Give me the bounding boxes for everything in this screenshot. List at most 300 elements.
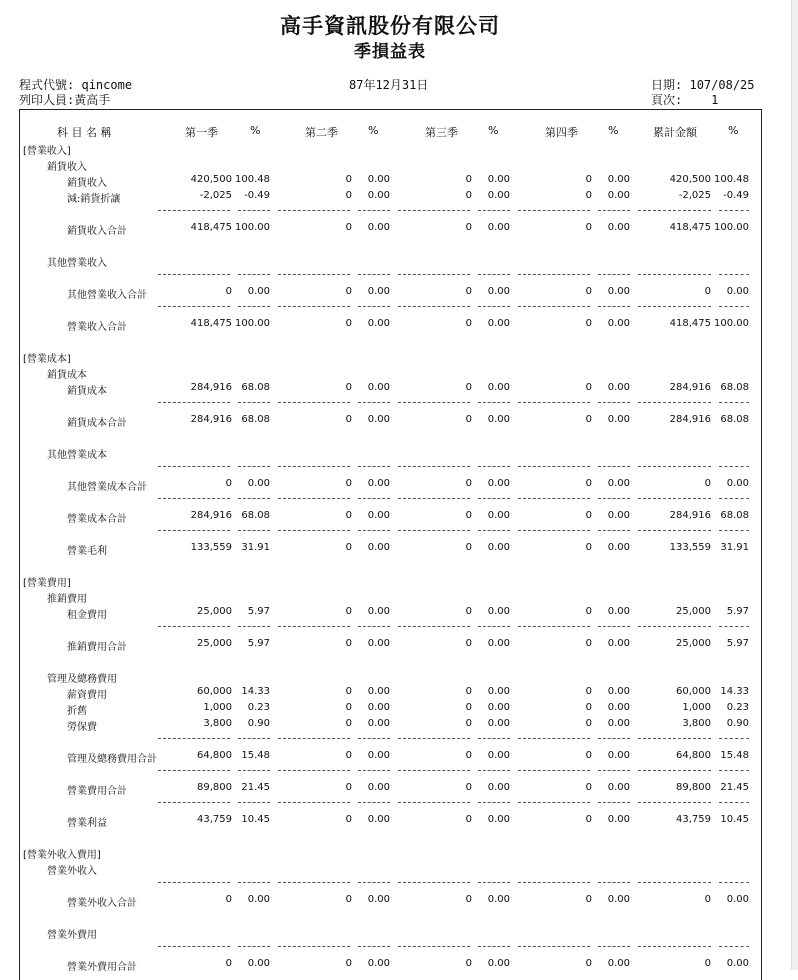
amount-cell: 0 <box>704 958 711 969</box>
dash-separator <box>598 626 630 627</box>
percent-cell: 0.00 <box>607 478 630 489</box>
dash-separator <box>478 274 510 275</box>
program-label: 程式代號: <box>19 78 75 92</box>
amount-cell: 0 <box>465 510 472 521</box>
percent-cell: 0.00 <box>487 286 510 297</box>
dash-separator <box>518 738 590 739</box>
percent-cell: 100.00 <box>235 318 270 329</box>
amount-cell: 0 <box>465 750 472 761</box>
dash-separator <box>358 882 390 883</box>
amount-cell: 3,800 <box>203 718 232 729</box>
percent-cell: 0.00 <box>607 958 630 969</box>
dash-separator <box>598 882 630 883</box>
percent-cell: 0.00 <box>367 782 390 793</box>
account-label: 租金費用 <box>67 610 107 621</box>
amount-cell: 284,916 <box>190 510 232 521</box>
percent-cell: 21.45 <box>720 782 749 793</box>
percent-cell: 0.00 <box>607 894 630 905</box>
percent-cell: 0.00 <box>487 686 510 697</box>
amount-cell: 0 <box>585 894 592 905</box>
dash-separator <box>719 274 749 275</box>
dash-separator <box>398 274 470 275</box>
amount-cell: 0 <box>465 782 472 793</box>
percent-cell: 0.00 <box>247 958 270 969</box>
dash-separator <box>598 210 630 211</box>
dash-separator <box>598 402 630 403</box>
section-heading: [營業成本] <box>23 354 71 365</box>
dash-separator <box>158 802 230 803</box>
page-label: 頁次: <box>651 93 683 107</box>
percent-cell: 5.97 <box>726 638 749 649</box>
percent-cell: 0.00 <box>607 190 630 201</box>
dash-separator <box>238 466 270 467</box>
dash-separator <box>238 498 270 499</box>
dash-separator <box>398 738 470 739</box>
amount-cell: 0 <box>465 318 472 329</box>
amount-cell: 0 <box>345 542 352 553</box>
dash-separator <box>478 210 510 211</box>
amount-cell: 25,000 <box>676 606 711 617</box>
amount-cell: 284,916 <box>669 510 711 521</box>
dash-separator <box>238 802 270 803</box>
amount-cell: 0 <box>465 174 472 185</box>
date-value: 107/08/25 <box>689 78 755 92</box>
dash-separator <box>358 530 390 531</box>
percent-cell: 0.00 <box>367 542 390 553</box>
date-label: 日期: <box>651 78 683 92</box>
amount-cell: 25,000 <box>197 638 232 649</box>
amount-cell: 0 <box>585 782 592 793</box>
dash-separator <box>278 210 350 211</box>
dash-separator <box>398 946 470 947</box>
dash-separator <box>238 306 270 307</box>
amount-cell: 0 <box>345 478 352 489</box>
dash-separator <box>598 802 630 803</box>
amount-cell: 0 <box>345 686 352 697</box>
col-q1: 第一季 <box>185 126 218 139</box>
percent-cell: 0.90 <box>726 718 749 729</box>
dash-separator <box>598 306 630 307</box>
amount-cell: 0 <box>585 222 592 233</box>
amount-cell: 0 <box>585 606 592 617</box>
dash-separator <box>238 738 270 739</box>
dash-separator <box>398 530 470 531</box>
dash-separator <box>719 626 749 627</box>
dash-separator <box>638 210 711 211</box>
dash-separator <box>358 210 390 211</box>
company-name: 高手資訊股份有限公司 <box>280 13 500 38</box>
percent-cell: 0.00 <box>487 750 510 761</box>
account-label: 管理及總務費用合計 <box>67 754 157 765</box>
amount-cell: 0 <box>585 814 592 825</box>
percent-cell: 0.00 <box>367 510 390 521</box>
dash-separator <box>238 530 270 531</box>
dash-separator <box>638 530 711 531</box>
amount-cell: 0 <box>345 718 352 729</box>
dash-separator <box>719 466 749 467</box>
dash-separator <box>478 882 510 883</box>
percent-cell: 0.00 <box>487 222 510 233</box>
amount-cell: 0 <box>465 286 472 297</box>
dash-separator <box>278 802 350 803</box>
dash-separator <box>478 402 510 403</box>
amount-cell: 43,759 <box>197 814 232 825</box>
dash-separator <box>638 306 711 307</box>
dash-separator <box>719 402 749 403</box>
amount-cell: 0 <box>465 718 472 729</box>
dash-separator <box>158 626 230 627</box>
program-code: qincome <box>81 78 133 92</box>
group-heading: 銷貨收入 <box>47 162 87 173</box>
amount-cell: 0 <box>465 414 472 425</box>
amount-cell: 0 <box>345 222 352 233</box>
percent-cell: 100.48 <box>235 174 270 185</box>
section-heading: [營業收入] <box>23 146 71 157</box>
account-label: 營業毛利 <box>67 546 107 557</box>
percent-cell: 0.00 <box>367 190 390 201</box>
percent-cell: 0.00 <box>367 894 390 905</box>
dash-separator <box>518 802 590 803</box>
percent-cell: 68.08 <box>720 414 749 425</box>
percent-cell: 21.45 <box>241 782 270 793</box>
amount-cell: 0 <box>585 686 592 697</box>
amount-cell: 0 <box>345 782 352 793</box>
amount-cell: 0 <box>225 894 232 905</box>
col-q1-pct: % <box>250 124 261 137</box>
amount-cell: 0 <box>225 958 232 969</box>
percent-cell: 0.00 <box>487 814 510 825</box>
dash-separator <box>238 882 270 883</box>
dash-separator <box>518 946 590 947</box>
percent-cell: 0.00 <box>367 478 390 489</box>
dash-separator <box>478 802 510 803</box>
percent-cell: 0.00 <box>487 542 510 553</box>
col-q2: 第二季 <box>305 126 338 139</box>
percent-cell: 68.08 <box>241 414 270 425</box>
amount-cell: 0 <box>585 382 592 393</box>
dash-separator <box>598 466 630 467</box>
dash-separator <box>598 274 630 275</box>
dash-separator <box>638 466 711 467</box>
amount-cell: -2,025 <box>199 190 232 201</box>
col-q2-pct: % <box>368 124 379 137</box>
dash-separator <box>158 882 230 883</box>
dash-separator <box>398 882 470 883</box>
amount-cell: 60,000 <box>676 686 711 697</box>
dash-separator <box>719 306 749 307</box>
amount-cell: 0 <box>345 894 352 905</box>
account-label: 推銷費用合計 <box>67 642 127 653</box>
percent-cell: 10.45 <box>241 814 270 825</box>
amount-cell: 0 <box>585 638 592 649</box>
percent-cell: 0.00 <box>607 318 630 329</box>
percent-cell: 0.00 <box>367 382 390 393</box>
percent-cell: 0.00 <box>487 382 510 393</box>
dash-separator <box>358 802 390 803</box>
percent-cell: 68.08 <box>241 510 270 521</box>
amount-cell: 0 <box>704 286 711 297</box>
dash-separator <box>358 498 390 499</box>
dash-separator <box>719 802 749 803</box>
percent-cell: 0.00 <box>487 478 510 489</box>
col-q4: 第四季 <box>545 126 578 139</box>
amount-cell: 0 <box>465 382 472 393</box>
percent-cell: 100.48 <box>714 174 749 185</box>
amount-cell: 0 <box>465 542 472 553</box>
percent-cell: 15.48 <box>720 750 749 761</box>
dash-separator <box>478 626 510 627</box>
amount-cell: 0 <box>465 894 472 905</box>
dash-separator <box>719 738 749 739</box>
dash-separator <box>158 770 230 771</box>
section-heading: [營業費用] <box>23 578 71 589</box>
amount-cell: 418,475 <box>190 318 232 329</box>
percent-cell: 0.00 <box>487 638 510 649</box>
page-value: 1 <box>711 93 719 107</box>
vertical-scrollbar[interactable] <box>791 0 798 970</box>
percent-cell: 0.00 <box>487 958 510 969</box>
percent-cell: 0.00 <box>607 174 630 185</box>
amount-cell: 0 <box>585 190 592 201</box>
amount-cell: 0 <box>345 190 352 201</box>
percent-cell: 0.00 <box>487 190 510 201</box>
percent-cell: 0.00 <box>487 702 510 713</box>
percent-cell: 68.08 <box>720 510 749 521</box>
amount-cell: 418,475 <box>190 222 232 233</box>
percent-cell: 68.08 <box>241 382 270 393</box>
col-total: 累計金額 <box>653 126 697 139</box>
section-heading: [營業外收入費用] <box>23 850 101 861</box>
account-label: 銷貨成本合計 <box>67 418 127 429</box>
printer-label: 列印人員: <box>19 93 75 107</box>
col-q4-pct: % <box>608 124 619 137</box>
percent-cell: 0.00 <box>367 958 390 969</box>
dash-separator <box>478 498 510 499</box>
amount-cell: 0 <box>465 190 472 201</box>
percent-cell: -0.49 <box>244 190 270 201</box>
dash-separator <box>158 738 230 739</box>
account-label: 折舊 <box>67 706 87 717</box>
dash-separator <box>398 802 470 803</box>
amount-cell: 0 <box>345 318 352 329</box>
group-heading: 其他營業成本 <box>47 450 107 461</box>
dash-separator <box>358 770 390 771</box>
dash-separator <box>518 498 590 499</box>
account-label: 營業利益 <box>67 818 107 829</box>
amount-cell: 0 <box>704 478 711 489</box>
dash-separator <box>518 210 590 211</box>
account-label: 銷貨成本 <box>67 386 107 397</box>
group-heading: 營業外收入 <box>47 866 97 877</box>
dash-separator <box>158 274 230 275</box>
dash-separator <box>478 946 510 947</box>
account-label: 營業收入合計 <box>67 322 127 333</box>
dash-separator <box>398 770 470 771</box>
percent-cell: 5.97 <box>247 606 270 617</box>
dash-separator <box>518 530 590 531</box>
amount-cell: 3,800 <box>682 718 711 729</box>
dash-separator <box>598 738 630 739</box>
percent-cell: 14.33 <box>720 686 749 697</box>
dash-separator <box>518 274 590 275</box>
amount-cell: 133,559 <box>669 542 711 553</box>
percent-cell: 0.00 <box>607 814 630 825</box>
dash-separator <box>358 274 390 275</box>
account-label: 銷貨收入 <box>67 178 107 189</box>
percent-cell: 0.00 <box>607 750 630 761</box>
printer-name: 黃高手 <box>74 93 111 107</box>
account-label: 營業外收入合計 <box>67 898 137 909</box>
dash-separator <box>638 882 711 883</box>
dash-separator <box>158 466 230 467</box>
percent-cell: 0.00 <box>607 510 630 521</box>
report-title: 季損益表 <box>354 42 426 62</box>
dash-separator <box>478 738 510 739</box>
dash-separator <box>238 626 270 627</box>
report-period: 87年12月31日 <box>349 78 429 92</box>
amount-cell: 0 <box>225 478 232 489</box>
percent-cell: 0.00 <box>367 286 390 297</box>
dash-separator <box>398 306 470 307</box>
percent-cell: 0.00 <box>367 222 390 233</box>
percent-cell: 0.00 <box>607 638 630 649</box>
amount-cell: 0 <box>345 814 352 825</box>
amount-cell: 0 <box>465 222 472 233</box>
amount-cell: 0 <box>585 542 592 553</box>
dash-separator <box>478 306 510 307</box>
dash-separator <box>638 802 711 803</box>
amount-cell: 0 <box>465 606 472 617</box>
percent-cell: 15.48 <box>241 750 270 761</box>
col-total-pct: % <box>728 124 739 137</box>
dash-separator <box>158 306 230 307</box>
dash-separator <box>638 770 711 771</box>
percent-cell: 5.97 <box>726 606 749 617</box>
dash-separator <box>478 530 510 531</box>
dash-separator <box>358 466 390 467</box>
dash-separator <box>358 738 390 739</box>
account-label: 營業外費用合計 <box>67 962 137 973</box>
dash-separator <box>158 946 230 947</box>
account-label: 其他營業收入合計 <box>67 290 147 301</box>
amount-cell: 0 <box>345 958 352 969</box>
percent-cell: 0.00 <box>487 718 510 729</box>
amount-cell: 0 <box>345 510 352 521</box>
amount-cell: 0 <box>225 286 232 297</box>
group-heading: 銷貨成本 <box>47 370 87 381</box>
amount-cell: 420,500 <box>669 174 711 185</box>
dash-separator <box>278 402 350 403</box>
col-q3: 第三季 <box>425 126 458 139</box>
amount-cell: 0 <box>585 718 592 729</box>
group-heading: 營業外費用 <box>47 930 97 941</box>
amount-cell: 0 <box>345 606 352 617</box>
account-label: 減:銷貨折讓 <box>67 194 121 205</box>
percent-cell: 0.00 <box>607 542 630 553</box>
dash-separator <box>238 770 270 771</box>
amount-cell: 0 <box>345 750 352 761</box>
percent-cell: 0.00 <box>367 750 390 761</box>
dash-separator <box>238 274 270 275</box>
dash-separator <box>238 210 270 211</box>
percent-cell: 0.00 <box>607 686 630 697</box>
dash-separator <box>398 402 470 403</box>
percent-cell: 10.45 <box>720 814 749 825</box>
amount-cell: 0 <box>465 638 472 649</box>
account-label: 營業成本合計 <box>67 514 127 525</box>
amount-cell: 0 <box>585 318 592 329</box>
amount-cell: 284,916 <box>190 414 232 425</box>
dash-separator <box>719 882 749 883</box>
amount-cell: 0 <box>465 478 472 489</box>
amount-cell: 0 <box>345 414 352 425</box>
percent-cell: 0.00 <box>607 286 630 297</box>
amount-cell: 0 <box>585 958 592 969</box>
dash-separator <box>278 626 350 627</box>
percent-cell: 0.00 <box>487 782 510 793</box>
percent-cell: 0.00 <box>487 510 510 521</box>
percent-cell: 0.00 <box>487 414 510 425</box>
amount-cell: 0 <box>345 702 352 713</box>
amount-cell: 0 <box>585 702 592 713</box>
amount-cell: 0 <box>465 686 472 697</box>
percent-cell: 0.00 <box>367 606 390 617</box>
amount-cell: 0 <box>585 510 592 521</box>
percent-cell: 0.23 <box>247 702 270 713</box>
dash-separator <box>518 466 590 467</box>
account-label: 薪資費用 <box>67 690 107 701</box>
dash-separator <box>278 530 350 531</box>
percent-cell: 0.00 <box>607 222 630 233</box>
account-label: 其他營業成本合計 <box>67 482 147 493</box>
dash-separator <box>638 626 711 627</box>
dash-separator <box>398 210 470 211</box>
percent-cell: 0.90 <box>247 718 270 729</box>
account-label: 勞保費 <box>67 722 97 733</box>
account-label: 營業費用合計 <box>67 786 127 797</box>
amount-cell: 418,475 <box>669 318 711 329</box>
percent-cell: 100.00 <box>714 318 749 329</box>
amount-cell: 60,000 <box>197 686 232 697</box>
dash-separator <box>518 770 590 771</box>
dash-separator <box>238 946 270 947</box>
dash-separator <box>478 466 510 467</box>
percent-cell: 68.08 <box>720 382 749 393</box>
dash-separator <box>719 498 749 499</box>
dash-separator <box>278 738 350 739</box>
amount-cell: 25,000 <box>676 638 711 649</box>
percent-cell: 0.00 <box>247 478 270 489</box>
dash-separator <box>358 306 390 307</box>
percent-cell: 0.00 <box>247 894 270 905</box>
dash-separator <box>398 626 470 627</box>
amount-cell: 284,916 <box>669 414 711 425</box>
amount-cell: 89,800 <box>197 782 232 793</box>
percent-cell: 0.00 <box>487 174 510 185</box>
dash-separator <box>158 498 230 499</box>
amount-cell: 420,500 <box>190 174 232 185</box>
dash-separator <box>638 498 711 499</box>
percent-cell: 0.00 <box>487 894 510 905</box>
dash-separator <box>598 530 630 531</box>
amount-cell: 25,000 <box>197 606 232 617</box>
dash-separator <box>278 770 350 771</box>
dash-separator <box>398 498 470 499</box>
amount-cell: 0 <box>585 478 592 489</box>
amount-cell: 284,916 <box>190 382 232 393</box>
amount-cell: 1,000 <box>203 702 232 713</box>
amount-cell: 0 <box>585 750 592 761</box>
